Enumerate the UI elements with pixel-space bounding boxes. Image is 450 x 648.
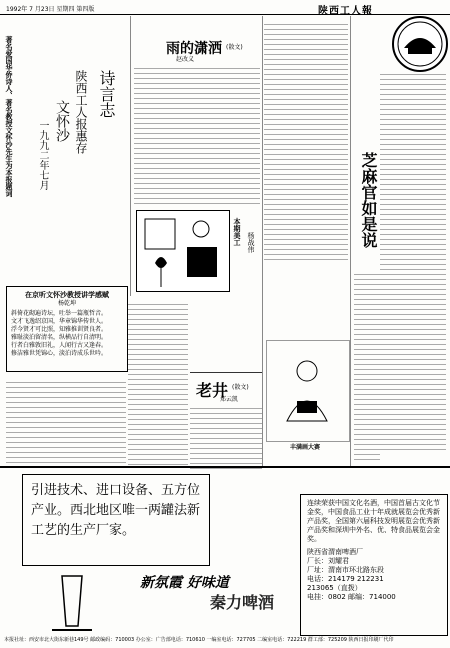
- ad1-text: 引进技术、进口设备、五方位产业。西北地区唯一两罐法新工艺的生产厂家。: [31, 483, 201, 538]
- column-rule: [262, 16, 263, 466]
- poem-line: 修洁雅世凭锦心，淡泊诗成乐世吟。: [11, 350, 108, 357]
- poem-title: 在京听文怀沙教授讲学感赋: [25, 291, 109, 299]
- cartoon-panel: [266, 340, 350, 442]
- column-rule: [130, 16, 131, 296]
- illustration-label: 本期美工: [233, 218, 241, 246]
- story-text-2: [264, 20, 348, 270]
- story-text: [134, 64, 260, 210]
- poem-line: 浮今贤才可比照，知雅推训贤良者。: [11, 326, 108, 333]
- poem-box: [6, 286, 128, 372]
- ad3-company: 陕西省渭南啤酒厂: [307, 548, 363, 556]
- ad2-headline: 新氛霞 好味道: [140, 575, 229, 591]
- story-genre: (散文): [226, 44, 243, 51]
- story3-author: 郑云凯: [220, 396, 239, 403]
- ad3-phone: 电话：214179 212231: [307, 575, 384, 583]
- ad3-postal: 电挂：0802 邮编：714000: [307, 593, 396, 601]
- logo-icon: [394, 18, 446, 70]
- story3-genre: (散文): [232, 384, 249, 391]
- poem-line: 行者白雅敦旧礼，人闻行古又逢春。: [11, 342, 108, 349]
- cartoon-figure-icon: [267, 341, 349, 441]
- header-rule: [0, 14, 450, 15]
- beer-glass-icon: [22, 566, 122, 636]
- calligraphy-line-1: 诗言志: [97, 70, 116, 118]
- story3-text: [190, 404, 262, 470]
- story2-text: [380, 70, 446, 450]
- date-line: 1992年 7 月23日 星期四 第四版: [6, 6, 95, 13]
- column-rule: [350, 16, 351, 466]
- story2-title: 芝麻官如是说: [359, 152, 378, 248]
- article-text-left: [6, 378, 126, 470]
- poem-line: 斜倚花砌遍诗坛，吐举一篇瓶哲音。: [11, 310, 108, 317]
- footer-info: 本报社址：西安市北大街东新巷149号 邮政编码：710003 办公室：广告部电话：710610 一编室电话：727705 二编室电话：722219 群工部：725209 陕西日报印刷厂代印: [4, 637, 394, 643]
- calligraphy-block: [18, 20, 130, 280]
- poem-line: 文才飞逸绍京国，华章锦华传世人。: [11, 318, 108, 325]
- story3-title: 老井: [196, 381, 229, 400]
- ad2-brand: 秦力啤酒: [210, 593, 275, 612]
- story-author: 赵改义: [176, 56, 195, 63]
- ad3-manager: 厂长：刘耀君: [307, 557, 349, 565]
- calligraphy-line-3: 文怀沙: [54, 100, 70, 142]
- illustration-box: [136, 210, 230, 292]
- newspaper-logo: [392, 16, 448, 72]
- calligraphy-line-4: 一九九二年七月: [37, 120, 48, 190]
- flower-illustration-icon: [137, 211, 229, 291]
- ad-box-1: [22, 474, 210, 566]
- poem-line: 雅耻淡泊留清名，纵横品行自清明。: [11, 334, 108, 341]
- article-text-mid-left: [128, 300, 188, 470]
- masthead: 陕西工人報: [318, 6, 373, 17]
- ad3-address: 厂址：渭南市环北路东段: [307, 566, 384, 574]
- vertical-caption: 著名爱国华侨诗人、著名教授文怀沙先生为本报题词: [5, 36, 13, 197]
- section-rule: [190, 372, 262, 373]
- ad-box-3: [300, 494, 448, 636]
- poem-author: 杨乾坤: [57, 300, 76, 307]
- calligraphy-line-2: 陕西工人报惠存: [74, 70, 88, 154]
- ads-rule: [0, 466, 450, 468]
- story-title: 雨的潇洒: [166, 41, 222, 57]
- ad3-description: 连续荣获中国文化名酒，中国首届古文化节金奖，中国食品工业十年成就展览会优秀新产品奖，全国第六届科技发明展览会优秀新产品奖和深圳中外名、优、特食品展览会金奖。: [307, 499, 440, 543]
- story2-text-2: [354, 270, 380, 460]
- ad3-phone2: 213065（直拨）: [307, 584, 362, 592]
- cartoon-label: 丰满画大赛: [290, 444, 321, 451]
- illustration-author: 杨战伟: [247, 232, 255, 253]
- ad2-graphic: [22, 566, 122, 636]
